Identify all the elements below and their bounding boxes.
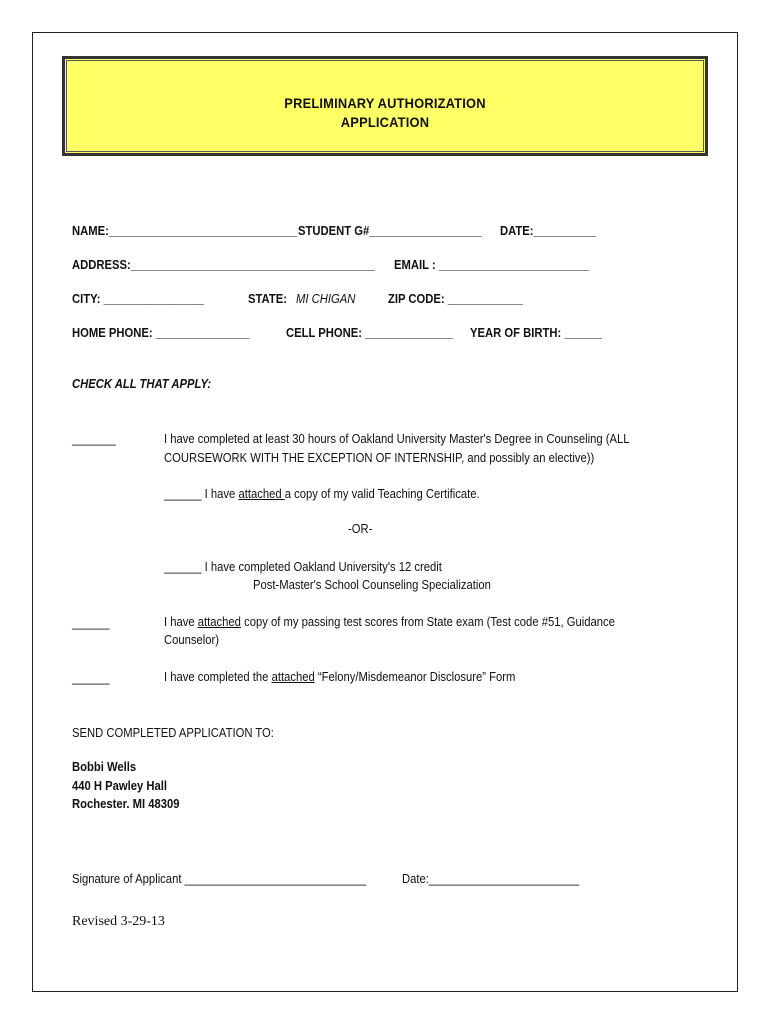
item2-text-line1	[164, 615, 615, 629]
item3-attached: attached	[271, 670, 315, 684]
item1-checkbox[interactable]: _______	[72, 432, 116, 446]
item2-text-line2: Counselor)	[164, 633, 220, 647]
send-heading: SEND COMPLETED APPLICATION TO:	[72, 726, 274, 740]
revised-date: Revised 3-29-13	[72, 914, 165, 929]
title-banner	[62, 56, 708, 156]
item2-prefix: I have	[164, 615, 198, 629]
state-value: MI CHIGAN	[296, 292, 356, 306]
item2-checkbox[interactable]: ______	[72, 616, 110, 630]
teaching-cert-suffix: a copy of my valid Teaching Certificate.	[284, 487, 480, 501]
title-line-2: APPLICATION	[340, 114, 430, 130]
recipient-city: Rochester. MI 48309	[72, 797, 180, 811]
city-field[interactable]: CITY: ________________	[72, 292, 204, 306]
address-field[interactable]: ADDRESS:_______________________________________	[72, 258, 375, 272]
item2-suffix: copy of my passing test scores from State exam (Test code #51, Guidance	[240, 615, 615, 629]
or-separator: -OR-	[348, 522, 373, 536]
item3-text	[164, 670, 515, 684]
title-line-1: PRELIMINARY AUTHORIZATION	[284, 95, 486, 111]
state-label: STATE:	[248, 292, 287, 306]
email-field[interactable]: EMAIL : ________________________	[394, 258, 589, 272]
year-of-birth-field[interactable]: YEAR OF BIRTH: ______	[470, 326, 602, 340]
page-border	[32, 32, 738, 992]
signature-date-field[interactable]: Date:________________________	[402, 872, 580, 886]
signature-field[interactable]: Signature of Applicant _____________________________	[72, 872, 367, 886]
student-id-field[interactable]: STUDENT G#__________________	[298, 224, 482, 238]
recipient-name: Bobbi Wells	[72, 760, 137, 774]
item1-text-line1: I have completed at least 30 hours of Oakland University Master's Degree in Counseling (ALL	[164, 432, 630, 446]
specialization-option-line1[interactable]: ______ I have completed Oakland University's 12 credit	[164, 560, 442, 574]
item3-prefix: I have completed the	[164, 670, 272, 684]
specialization-option-line2: Post-Master's School Counseling Specialization	[253, 578, 491, 592]
recipient-street: 440 H Pawley Hall	[72, 779, 168, 793]
cell-phone-field[interactable]: CELL PHONE: ______________	[286, 326, 453, 340]
item1-text-line2: COURSEWORK WITH THE EXCEPTION OF INTERNSHIP, and possibly an elective))	[164, 451, 595, 465]
item3-suffix: “Felony/Misdemeanor Disclosure” Form	[314, 670, 516, 684]
home-phone-field[interactable]: HOME PHONE: _______________	[72, 326, 250, 340]
item3-checkbox[interactable]: ______	[72, 671, 110, 685]
item2-attached: attached	[197, 615, 241, 629]
teaching-cert-attached: attached	[238, 487, 285, 501]
name-field[interactable]: NAME:______________________________	[72, 224, 297, 238]
date-field[interactable]: DATE:__________	[500, 224, 597, 238]
zip-code-field[interactable]: ZIP CODE: ____________	[388, 292, 523, 306]
teaching-cert-option[interactable]	[164, 487, 480, 501]
check-all-heading: CHECK ALL THAT APPLY:	[72, 377, 212, 391]
teaching-cert-prefix: ______ I have	[164, 487, 239, 501]
